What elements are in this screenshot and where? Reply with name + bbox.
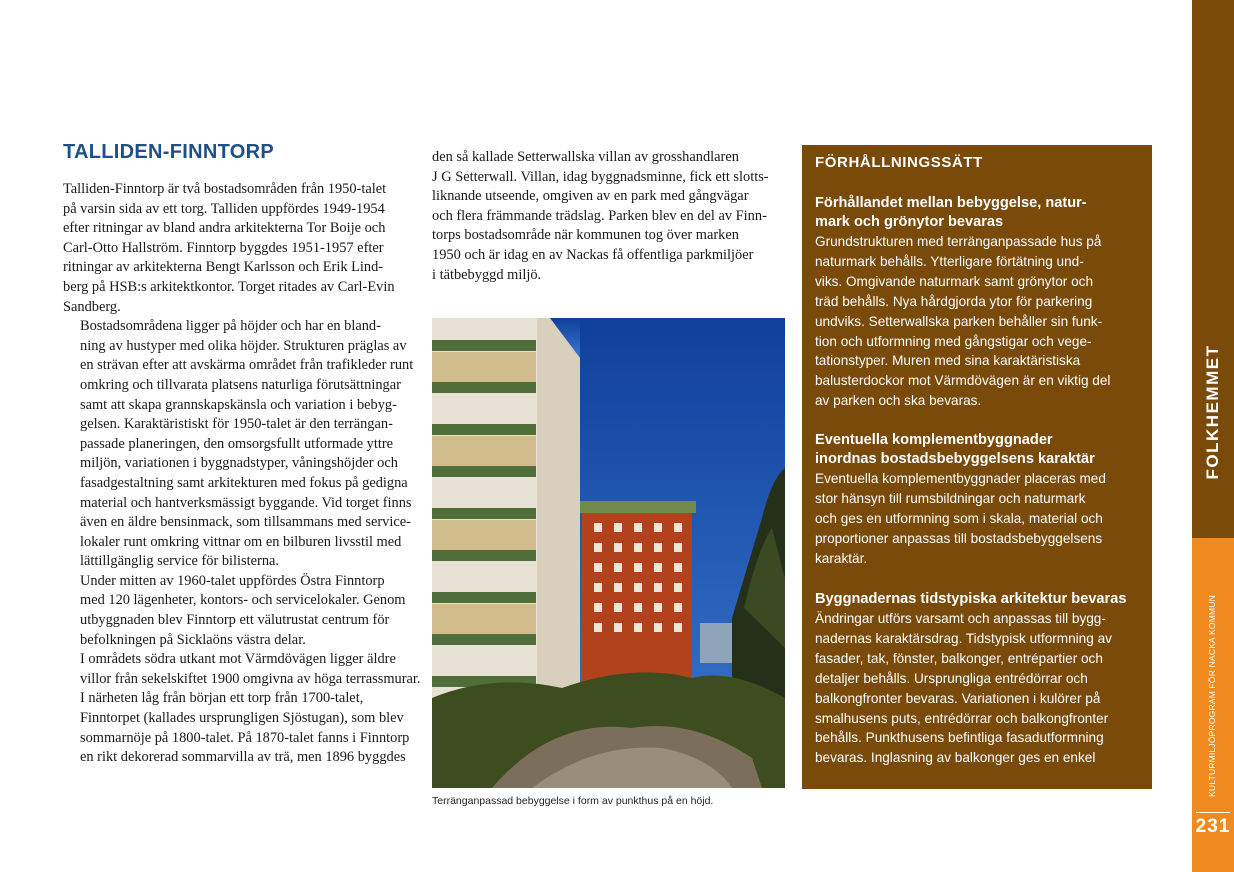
text-line: av parken och ska bevaras.	[815, 393, 982, 409]
text-line: karaktär.	[815, 550, 868, 566]
box-section-text	[815, 469, 1145, 569]
text-line: efter ritningar av bland andra arkitekterna Tor Boije och	[63, 220, 386, 237]
text-line: balusterdockor mot Värmdövägen är en viktig del	[815, 373, 1111, 389]
approach-box	[802, 145, 1152, 789]
text-line: en strävan efter att avskärma området från trafikleder runt	[80, 357, 414, 374]
text-line: ritningar av arkitekterna Bengt Karlsson och Erik Lind-	[63, 259, 384, 276]
text-line: tationstyper. Muren med sina karaktäristiska	[815, 353, 1081, 369]
text-line: samt att skapa grannskapskänsla och variation i bebyg-	[80, 396, 397, 413]
sidebar-subtitle: KULTURMILJÖPROGRAM FÖR NACKA KOMMUN	[1207, 595, 1217, 797]
text-line: passade planeringen, den omsorgsfullt utformade yttre	[80, 435, 394, 452]
box-section-complement	[815, 431, 1145, 569]
text-line: och flera främmande trädslag. Parken blev en del av Finn-	[432, 207, 767, 224]
article-column-left	[63, 180, 421, 768]
text-line: tion och utformning med gångstigar och vege-	[815, 333, 1092, 349]
text-line: ning av hustyper med olika höjder. Strukturen präglas av	[80, 337, 407, 354]
box-section-text	[815, 232, 1145, 411]
text-line: fasadgestaltning samt arkitekturen med fokus på gedigna	[80, 474, 408, 491]
text-line: J G Setterwall. Villan, idag byggnadsminne, fick ett slotts-	[432, 168, 769, 185]
text-line: sommarnöje på 1800-talet. På 1870-talet fanns i Finntorp	[80, 729, 410, 746]
text-line: den så kallade Setterwallska villan av grosshandlaren	[432, 149, 739, 165]
text-line: 1950 och är idag en av Nackas få offentliga parkmiljöer	[432, 246, 754, 263]
text-line: med 120 lägenheter, kontors- och servicelokaler. Genom	[80, 592, 406, 609]
article-column-right	[432, 148, 788, 285]
page-number: 231	[1195, 816, 1231, 837]
heading-line: Byggnadernas tidstypiska arkitektur bevaras	[815, 591, 1127, 607]
sidebar-title: FOLKHEMMET	[1203, 344, 1222, 480]
heading-line: Eventuella komplementbyggnader	[815, 432, 1053, 448]
text-line: I närheten låg från början ett torp från 1700-talet,	[80, 690, 364, 707]
text-line: och ges en utformning som i skala, material och	[815, 510, 1103, 526]
building-photo	[432, 318, 785, 788]
text-line: proportioner anpassas till bostadsbebyggelsens	[815, 530, 1103, 546]
text-line: detaljer behålls. Ursprungliga entrédörrar och	[815, 670, 1088, 686]
text-line: träd behålls. Nya hårdgjorda ytor för parkering	[815, 293, 1093, 309]
box-title: FÖRHÅLLNINGSSÄTT	[815, 154, 983, 171]
photo-caption: Terränganpassad bebyggelse i form av punkthus på en höjd.	[432, 795, 714, 807]
text-line: Finntorpet (kallades ursprungligen Sjöstugan), som blev	[80, 710, 404, 727]
text-line: även en äldre bensinmack, som tillsammans med service-	[80, 514, 411, 531]
text-line: Carl-Otto Hallström. Finntorp byggdes 1951-1957 efter	[63, 239, 384, 256]
text-line: balkongfronter bevaras. Variationen i kulörer på	[815, 690, 1101, 706]
text-line: smalhusens puts, entrédörrar och balkongfronter	[815, 710, 1109, 726]
box-section-heading	[815, 194, 1145, 232]
text-line: miljön, variationen i byggnadstyper, våningshöjder och	[80, 455, 398, 472]
text-line: utbyggnaden blev Finntorp ett välutrustat centrum för	[80, 612, 390, 629]
text-line: omkring och tillvarata platsens naturliga förutsättningar	[80, 376, 401, 393]
text-line: på varsin sida av ett torg. Talliden uppfördes 1949-1954	[63, 200, 385, 217]
box-section-heading	[815, 431, 1145, 469]
box-section-text	[815, 609, 1145, 768]
text-line: Sandberg.	[63, 298, 121, 315]
text-line: Under mitten av 1960-talet uppfördes Östra Finntorp	[80, 572, 385, 589]
text-line: naturmark behålls. Ytterligare förtätning und-	[815, 253, 1084, 269]
text-line: en rikt dekorerad sommarvilla av trä, men 1896 byggdes	[80, 749, 406, 766]
text-line: lättillgänglig service för bilisterna.	[80, 553, 280, 570]
page-number-rule	[1196, 812, 1230, 813]
paragraph	[432, 148, 788, 285]
text-line: Grundstrukturen med terränganpassade hus på	[815, 234, 1102, 249]
text-line: liknande utseende, omgiven av en park med gångvägar	[432, 188, 749, 205]
text-line: I områdets södra utkant mot Värmdövägen ligger äldre	[80, 651, 396, 668]
heading-line: inordnas bostadsbebyggelsens karaktär	[815, 451, 1095, 467]
heading-line: Förhållandet mellan bebyggelse, natur-	[815, 195, 1087, 211]
text-line: berg på HSB:s arkitektkontor. Torget ritades av Carl-Evin	[63, 278, 395, 295]
text-line: undviks. Setterwallska parken behåller sin funk-	[815, 313, 1103, 329]
text-line: Bostadsområdena ligger på höjder och har en bland-	[80, 318, 381, 335]
text-line: gelsen. Karaktäristiskt för 1950-talet är den terrängan-	[80, 416, 393, 433]
box-section-heading	[815, 590, 1145, 609]
text-line: i tätbebyggd miljö.	[432, 266, 542, 283]
text-line: villor från sekelskiftet 1900 omgivna av höga terrassmurar.	[80, 670, 421, 687]
paragraph	[63, 317, 414, 572]
paragraph	[63, 572, 411, 650]
paragraph	[63, 650, 421, 768]
text-line: nadernas karaktärsdrag. Tidstypisk utformning av	[815, 630, 1112, 646]
article-title: TALLIDEN-FINNTORP	[63, 141, 275, 163]
text-line: bevaras. Inglasning av balkonger ges en enkel	[815, 750, 1096, 766]
text-line: material och hantverksmässigt byggande. Vid torget finns	[80, 494, 412, 511]
text-line: torps bostadsområde när kommunen tog över marken	[432, 227, 739, 244]
text-line: lokaler runt omkring vittnar om en bilburen livsstil med	[80, 533, 402, 550]
text-line: Eventuella komplementbyggnader placeras med	[815, 471, 1106, 486]
paragraph	[63, 180, 411, 317]
text-line: fasader, tak, fönster, balkonger, entrépartier och	[815, 650, 1103, 666]
text-line: Talliden-Finntorp är två bostadsområden från 1950-talet	[63, 181, 387, 197]
text-line: Ändringar utförs varsamt och anpassas till bygg-	[815, 611, 1106, 626]
box-section-architecture	[815, 590, 1145, 768]
text-line: befolkningen på Sicklaöns västra delar.	[80, 631, 306, 648]
box-section-nature	[815, 194, 1145, 411]
text-line: stor hänsyn till rumsbildningar och naturmark	[815, 490, 1086, 506]
text-line: behålls. Punkthusens befintliga fasadutformning	[815, 730, 1104, 746]
text-line: viks. Omgivande naturmark samt grönytor och	[815, 273, 1094, 289]
heading-line: mark och grönytor bevaras	[815, 214, 1004, 230]
